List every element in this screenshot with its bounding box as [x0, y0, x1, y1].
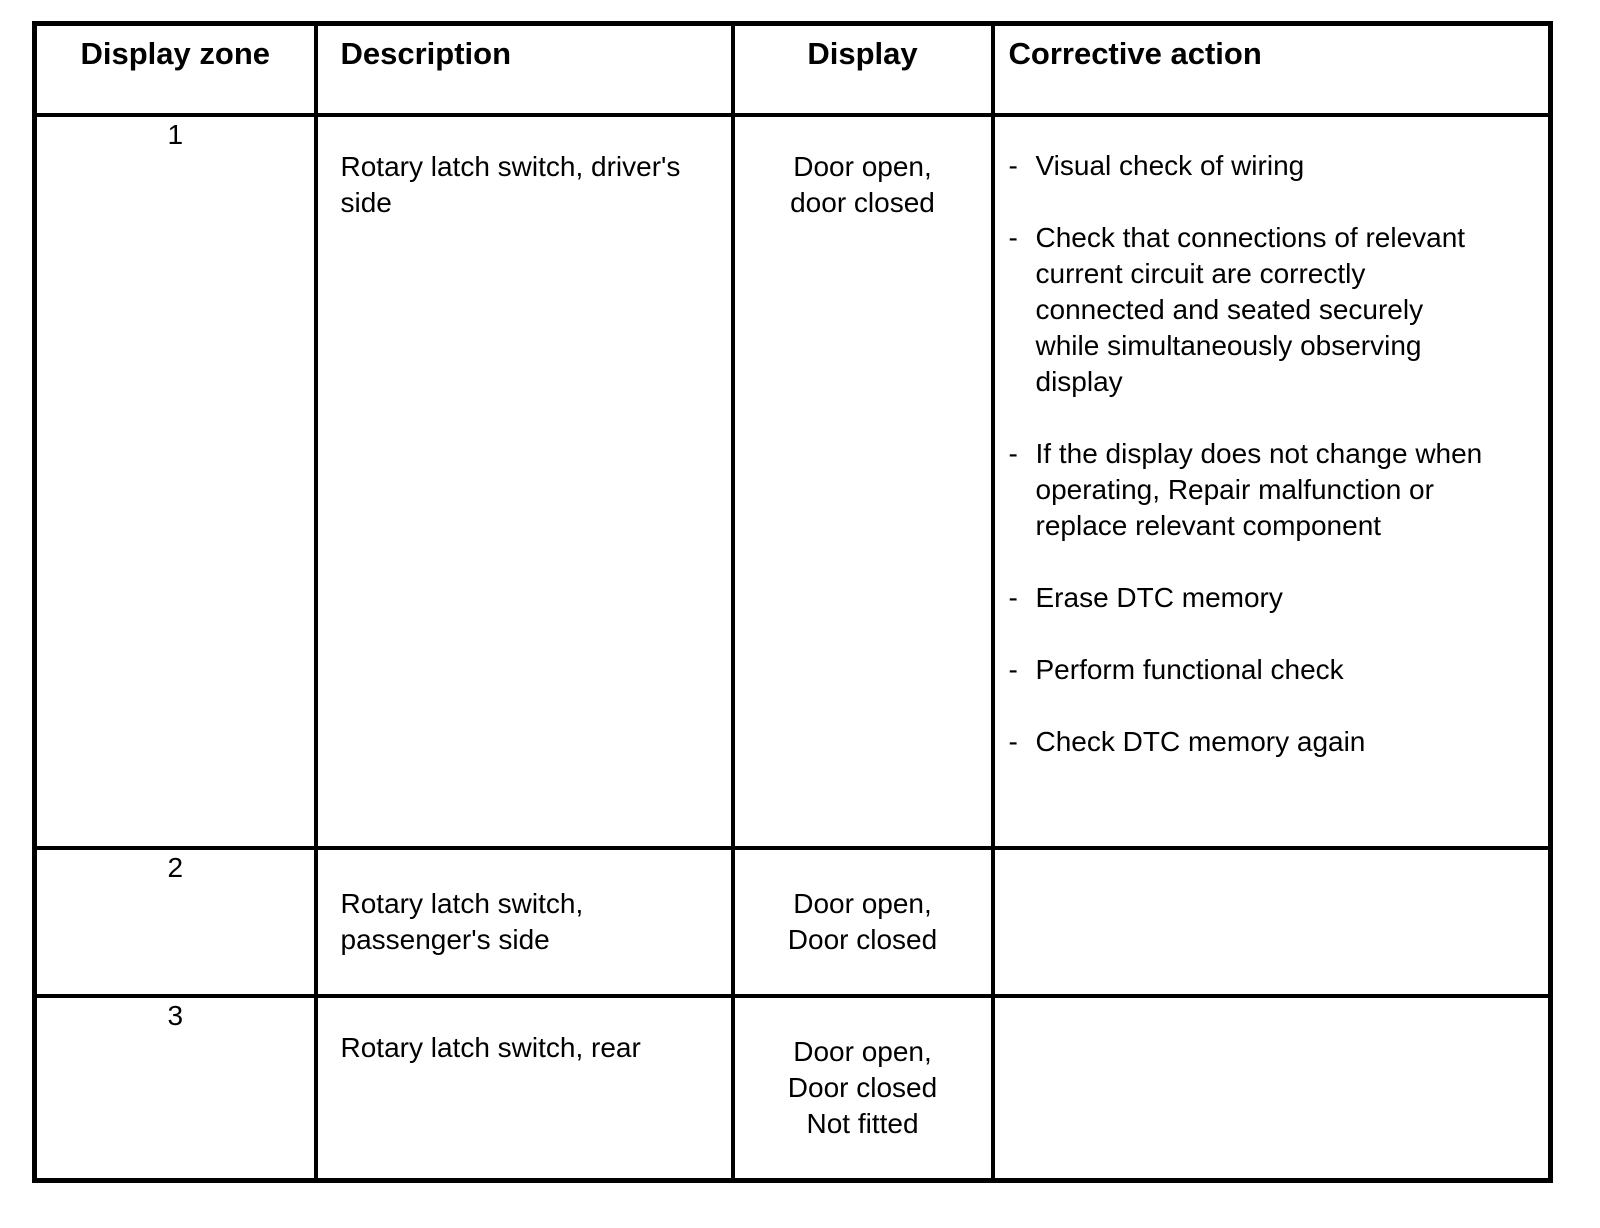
header-row [35, 24, 1551, 115]
corrective-action-item [1009, 436, 1499, 544]
display-cell [733, 848, 993, 996]
description-cell: Rotary latch switch, rear [316, 996, 733, 1181]
header-display-zone: Display zone [35, 24, 316, 115]
corrective-action-cell [993, 115, 1551, 848]
dash-bullet: - [1008, 149, 1018, 181]
corrective-action-text: Check that connections of relevant current circuit are correctly connected and seated securely while simultaneously observing display [1035, 221, 1466, 397]
corrective-action-item [1009, 724, 1499, 760]
dash-bullet: - [1008, 581, 1018, 613]
corrective-action-text: Check DTC memory again [1035, 725, 1366, 757]
corrective-action-cell-empty [993, 848, 1551, 996]
display-cell [733, 115, 993, 848]
diagnostic-table [32, 21, 1553, 1183]
corrective-action-item [1009, 580, 1499, 616]
dash-bullet: - [1008, 437, 1018, 469]
display-line: Door closed [787, 923, 938, 955]
corrective-action-item [1009, 148, 1499, 184]
description-cell: Rotary latch switch, driver's side [316, 115, 733, 848]
dash-bullet: - [1008, 725, 1018, 757]
display-cell [733, 996, 993, 1181]
header-display: Display [733, 24, 993, 115]
display-line: door closed [790, 186, 935, 218]
table-row-zone-1 [35, 115, 1551, 848]
corrective-action-cell-empty [993, 996, 1551, 1181]
description-cell: Rotary latch switch, passenger's side [316, 848, 733, 996]
zone-number-cell: 1 [35, 115, 316, 848]
display-line: Not fitted [806, 1107, 919, 1139]
corrective-action-item [1009, 652, 1499, 688]
table-row-zone-3 [35, 996, 1551, 1181]
corrective-action-text: Visual check of wiring [1035, 149, 1305, 181]
display-line: Door open, [793, 1035, 932, 1067]
header-corrective-action: Corrective action [993, 24, 1551, 115]
table-row-zone-2 [35, 848, 1551, 996]
corrective-action-item [1009, 220, 1499, 400]
header-description: Description [316, 24, 733, 115]
dash-bullet: - [1008, 221, 1018, 253]
display-line: Door open, [793, 150, 932, 182]
corrective-action-text: If the display does not change when operating, Repair malfunction or replace relevant component [1035, 437, 1483, 541]
display-line: Door closed [787, 1071, 938, 1103]
zone-number-cell: 2 [35, 848, 316, 996]
display-line: Door open, [793, 887, 932, 919]
corrective-action-text: Erase DTC memory [1035, 581, 1283, 613]
dash-bullet: - [1008, 653, 1018, 685]
corrective-action-text: Perform functional check [1035, 653, 1344, 685]
zone-number-cell: 3 [35, 996, 316, 1181]
